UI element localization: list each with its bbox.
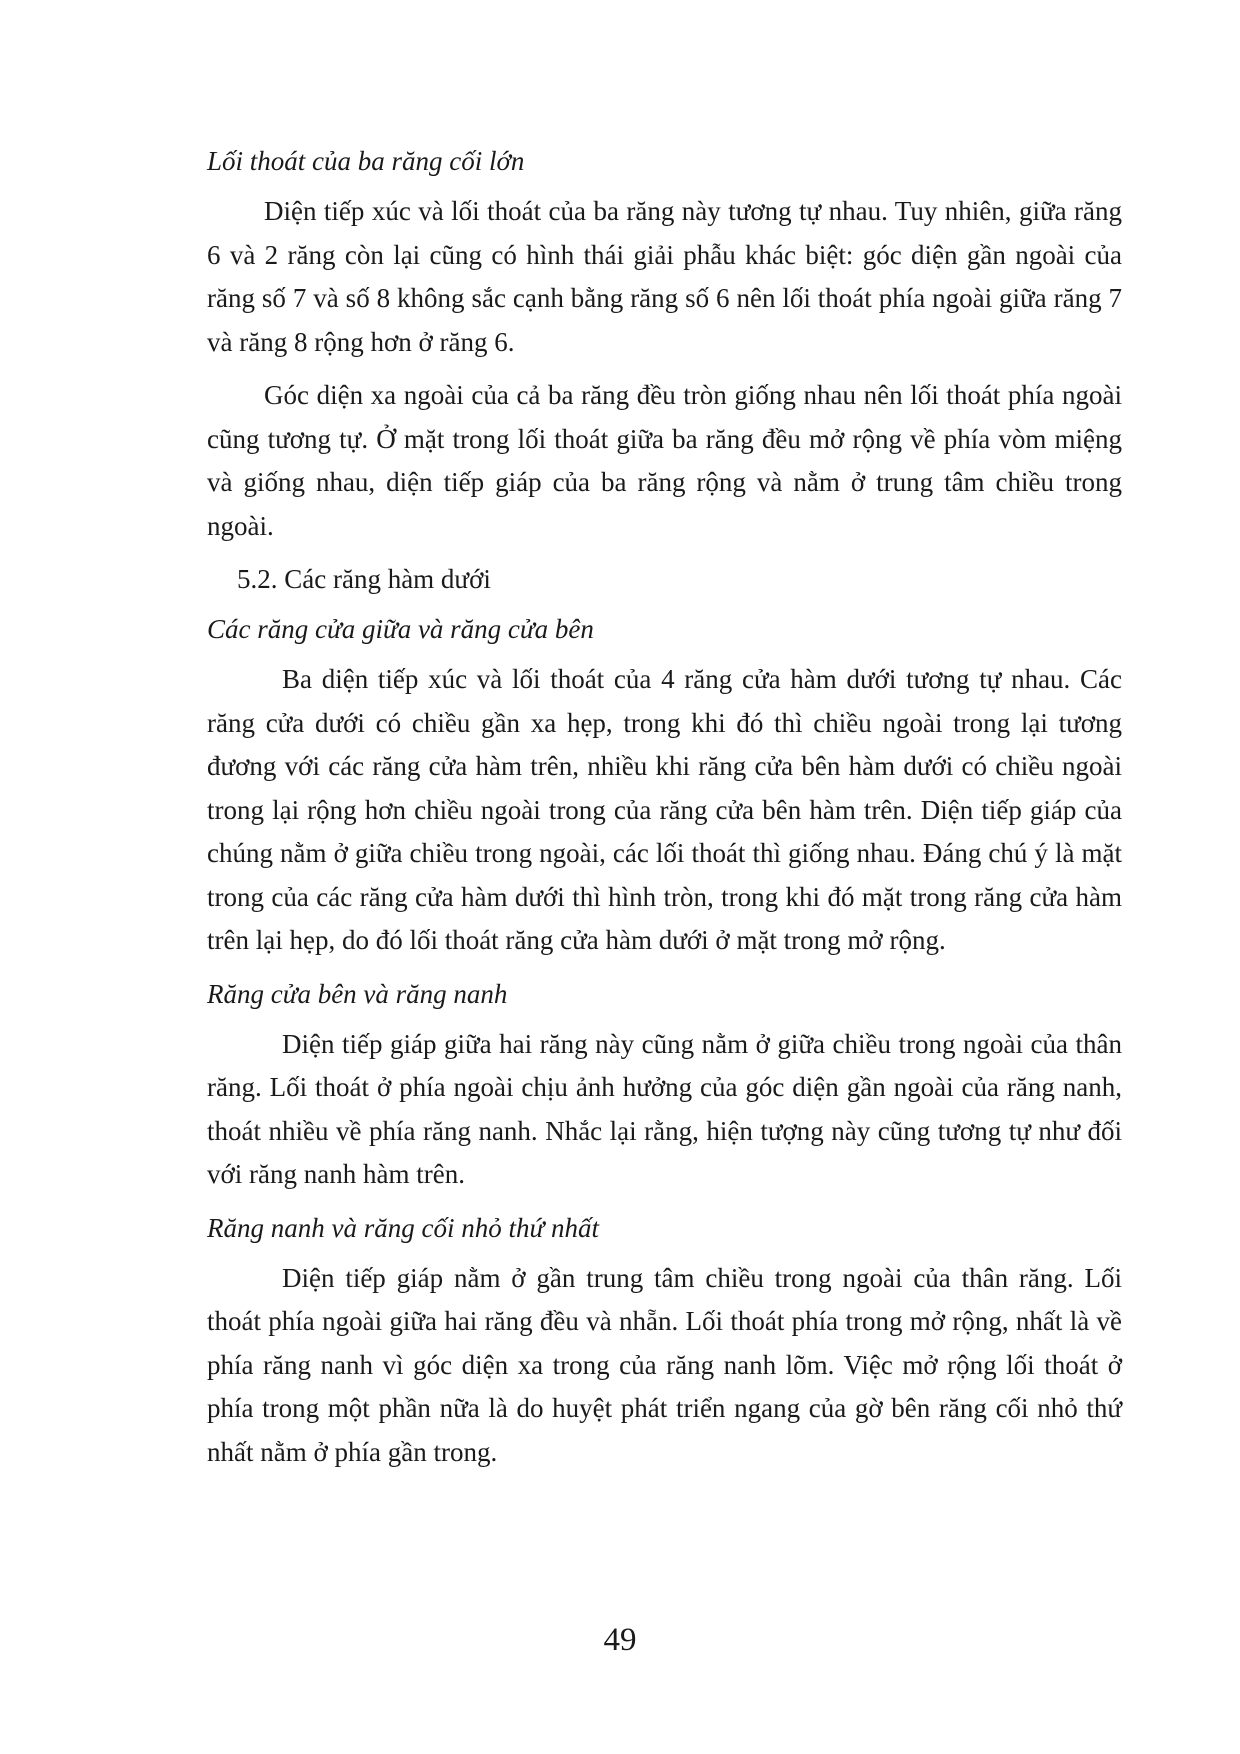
section-heading-lower-teeth: 5.2. Các răng hàm dưới (237, 564, 491, 594)
subheading-lower-incisors: Các răng cửa giữa và răng cửa bên (207, 614, 594, 644)
paragraph-lateral-canine: Diện tiếp giáp giữa hai răng này cũng nằm ở giữa chiều trong ngoài của thân răng. Lối thoát ở phía ngoài chịu ảnh hưởng của góc diện gần ngoài của răng nanh, thoát nhiều về phía răng nanh. Nhắc lại rằng, hiện tượng này cũng tương tự như đối với răng nanh hàm trên. (207, 1028, 1122, 1189)
paragraph-molars-distal: Góc diện xa ngoài của cả ba răng đều tròn giống nhau nên lối thoát phía ngoài cũng tương tự. Ở mặt trong lối thoát giữa ba răng đều mở rộng về phía vòm miệng và giống nhau, diện tiếp giáp của ba răng rộng và nằm ở trung tâm chiều trong ngoài. (207, 380, 1122, 541)
paragraph-canine-premolar: Diện tiếp giáp nằm ở gần trung tâm chiều trong ngoài của thân răng. Lối thoát phía ngoài giữa hai răng đều và nhẵn. Lối thoát phía trong mở rộng, nhất là về phía răng nanh vì góc diện xa trong của răng nanh lõm. Việc mở rộng lối thoát ở phía trong một phần nữa là do huyệt phát triển ngang của gờ bên răng cối nhỏ thứ nhất nằm ở phía gần trong. (207, 1262, 1122, 1467)
subheading-canine-premolar: Răng nanh và răng cối nhỏ thứ nhất (207, 1212, 599, 1243)
subheading-molars-exit: Lối thoát của ba răng cối lớn (207, 146, 525, 176)
subheading-lateral-canine: Răng cửa bên và răng nanh (207, 978, 508, 1009)
paragraph-lower-incisors: Ba diện tiếp xúc và lối thoát của 4 răng cửa hàm dưới tương tự nhau. Các răng cửa dưới có chiều gần xa hẹp, trong khi đó thì chiều ngoài trong lại tương đương với các răng cửa hàm trên, nhiều khi răng cửa bên hàm dưới có chiều ngoài trong lại rộng hơn chiều ngoài trong của răng cửa bên hàm trên. Diện tiếp giáp của chúng nằm ở giữa chiều trong ngoài, các lối thoát thì giống nhau. Đáng chú ý là mặt trong của các răng cửa hàm dưới thì hình tròn, trong khi đó mặt trong răng cửa hàm trên lại hẹp, do đó lối thoát răng cửa hàm dưới ở mặt trong mở rộng. (207, 664, 1122, 955)
page-number: 49 (603, 1622, 637, 1658)
paragraph-molars-contact: Diện tiếp xúc và lối thoát của ba răng này tương tự nhau. Tuy nhiên, giữa răng 6 và 2 răng còn lại cũng có hình thái giải phẫu khác biệt: góc diện gần ngoài của răng số 7 và số 8 không sắc cạnh bằng răng số 6 nên lối thoát phía ngoài giữa răng 7 và răng 8 rộng hơn ở răng 6. (207, 196, 1122, 357)
document-page (207, 140, 1122, 1484)
